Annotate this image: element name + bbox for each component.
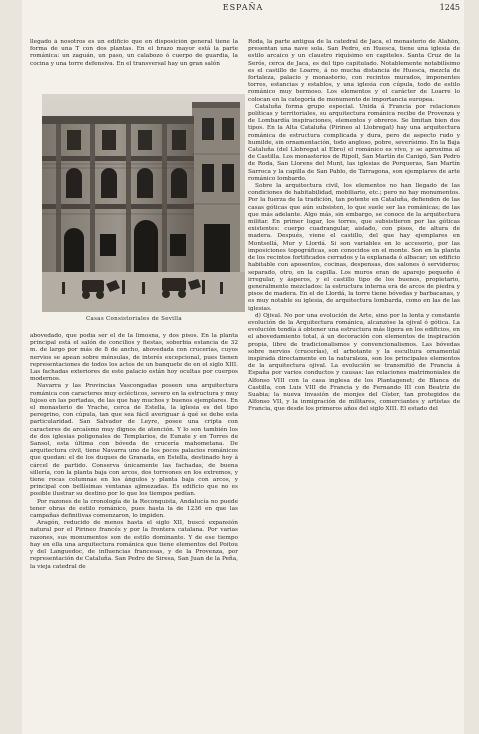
- paragraph: Cataluña forma grupo especial. Unida á Francia por relaciones políticas y territoriales, su arquitectura románica recibe de Provenza y de Lombardía inspiraciones, elementos y obreros. Se limitan bien dos tipos. En la Alta Cataluña (Pirineo al Llobregat) hay una arquitectura románica de estructura complicada y dura, pero de aspecto rudo y humilde, sin ornamentación, todo angloso, pobre, severísimo. En la Baja Cataluña (del Llobregat al Ebro) el románico es vivo, y se aproxima al de Castilla. Los monasterios de Ripoll, San Martín de Canigó, San Pedro de Roda, San Llorens del Munt, las iglesias de Porqueras, San Martín Sarroca y la capilla de San Pablo, de Tarragona, son ejemplares de arte románico lombardo.: [248, 103, 460, 182]
- paragraph: abovedado, que podía ser el de la limosna, y dos pisos. En la planta principal está el salón de concilios y fiestas, soberbia estancia de 32 m. de largo por más de 8 de ancho, abovedada con crucerías, cuyos nervios se apean sobre ménsulas, de interés excepcional, pues tienen representaciones de todos los actos de un banquete de en el siglo XIII. Las fachadas exteriores de este palacio están hoy ocultas por cuerpos modernos.: [30, 333, 238, 383]
- document-page: [22, 0, 464, 734]
- left-column-bottom: [30, 333, 238, 721]
- building-photo: [42, 94, 245, 312]
- photo-caption: Casas Consistoriales de Sevilla: [86, 316, 182, 322]
- running-title: ESPAÑA: [222, 3, 264, 12]
- right-column: [248, 39, 460, 721]
- paragraph: Navarra y las Provincias Vascongadas poseen una arquitectura románica con caracteres muy eclécticos, severo en la estructura y muy lujoso en las portadas, de las que hay muchos y buenos ejemplares. En el monasterio de Yrache, cerca de Estella, la iglesia es del tipo peregrino, con cúpula, tan que sea fácil averiguar á qué se debe esta particularidad. San Salvador de Leyre, posee una cripta con caracteres de arcaísmo muy dignos de atención. Y lo son también los de dos iglesias poligonales de Templarios, de Eunate y en Torres de Sansol, esta última con bóveda de crucería mahometana. De arquitectura civil, tiene Navarra uno de los pocos palacios románicos que quedan: el de los duques de Granada, en Estella, destinado hoy á cárcel de partido. Conserva únicamente las fachadas, de buena sillería, con la planta baja con arcos, dos torreones en los extremos, y tiene rocas columnas en los ángulos y planta baja con arcos, y principal con bellísimas ventanas ajimezadas. Es edificio que no es posible ilustrar su destino por lo que los tiempos pedían.: [30, 383, 238, 498]
- paragraph: Aragón, reducido de menos hasta el siglo XII, buscó expansión natural por el Pirineo francés y por la frontera catalana. Por varias razones, sus monumentos son de estilo dominante. Y de ese tiempo hay en ella una arquitectura románica que tiene elementos del Poitou y del Languedoc, de influencias francesas, y de la Provenza, por representación de Cataluña. San Pedro de Siresa, San Juan de la Peña, la vieja catedral de: [30, 520, 238, 570]
- paragraph: llegado á nosotros es un edificio que en disposición general tiene la forma de una T con dos plantas. En el brazo mayor está la parte románica: un zaguán, un paso, un calabozo ó cuerpo de guardia, la cocina y una torre defensiva. En el transversal hay un gran salón: [30, 39, 238, 67]
- photograph: [42, 94, 245, 312]
- paragraph: Por razones de la cronología de la Reconquista, Andalucía no puede tener obras de estilo románico, pues hasta la de 1236 en que las campañas definitivas comenzaron, lo impiden.: [30, 498, 238, 520]
- paragraph: Roda, la parte antigua de la catedral de Jaca, el monasterio de Alahón, presentan una nave sola. San Pedro, en Huesca, tiene una iglesia de estilo arcaico y un claustro riquísimo en capiteles. Santa Cruz de la Serós, cerca de Jaca, es del tipo capitulado. Notablemente notabilísimo es el castillo de Loarre, á no mucha distancia de Huesca, mezcla de fortaleza, palacio y monasterio, con recintos murados, imponentes torres, estancias y establos, y una iglesia con cúpula, todo de estilo románico muy hermoso. Los elementos y el carácter de Loarre lo colocan en la categoría de monumento de importancia europea.: [248, 39, 460, 103]
- page-header: [22, 3, 464, 15]
- paragraph: d) Ojival. No por una evolución de Arte, sino por la lenta y constante evolución de la Arquitectura románica, alcanzóse la ojival ó gótica. La evolución tendía á obtener una estructura más ligera en los edificios, en el abovedamiento total, á un decoración con elementos de inspiración propia, libre de tradicionalismos y convencionalismos. Las bóvedas sobre nervios (crucerías), el arbotante y la escultura ornamental inspirada directamente en la naturaleza, son los principales elementos de la arquitectura ojival. La evolución se transmitió de Francia á España por varios conductos y causas: las relaciones matrimoniales de Alfonso VIII con la casa inglesa de los Plantagenet; de Blanca de Castilla, con Luis VIII de Francia y de Fernando III con Beatriz de Suabia; la nueva invasión de monjes del Císter, tan protegidos de Alfonso VII, y la inmigración de militares, comerciantes y artistas de Francia, que desde los primeros años del siglo XIII. El estado del: [248, 312, 460, 413]
- left-column-top: [30, 39, 238, 89]
- paragraph: Sobre la arquitectura civil, los elementos no han llegado de las condiciones de habitabilidad, mobiliario, etc.; pero no hay monumentos. Por la fuerza de la tradición, tan potente en Cataluña, defienden de las casas góticas que aún subsisten, lo que suele ser las románicas; de las que más adelante. Algo más, sin embargo, se conoce de la arquitectura militar. En primer lugar, los torres, que subsistieron por las góticas existentes: cuerpo cuadrangular, aislado, con pisos, de altura de madera. Después, viene el castillo, del que hay ejemplares en Montsellá, Mur y Llordá. Si son variables en lo accesorio, por las imposiciones topográficas, son conocidos en el monte. Son en la planta de los recintos fortificados cerrados y la explanada ó albacar; un edificio habitable con aposentos, cocinas, despensas, dos salones ó servideros; separado, otro, en la capilla. Los muros eran de aparejo pequeño é irregular, y ásperos, y el castillo tipo de los buenos, propietario, generalmente mezclados: la estructura interna era de arcos de piedra y pisos de madera. En el de Llordá, la torre tiene bóvedas y barbacanas, y es muy notable su iglesia, de arquitectura lombarda, como en las de las iglesias.: [248, 183, 460, 312]
- page-number: 1245: [439, 3, 460, 12]
